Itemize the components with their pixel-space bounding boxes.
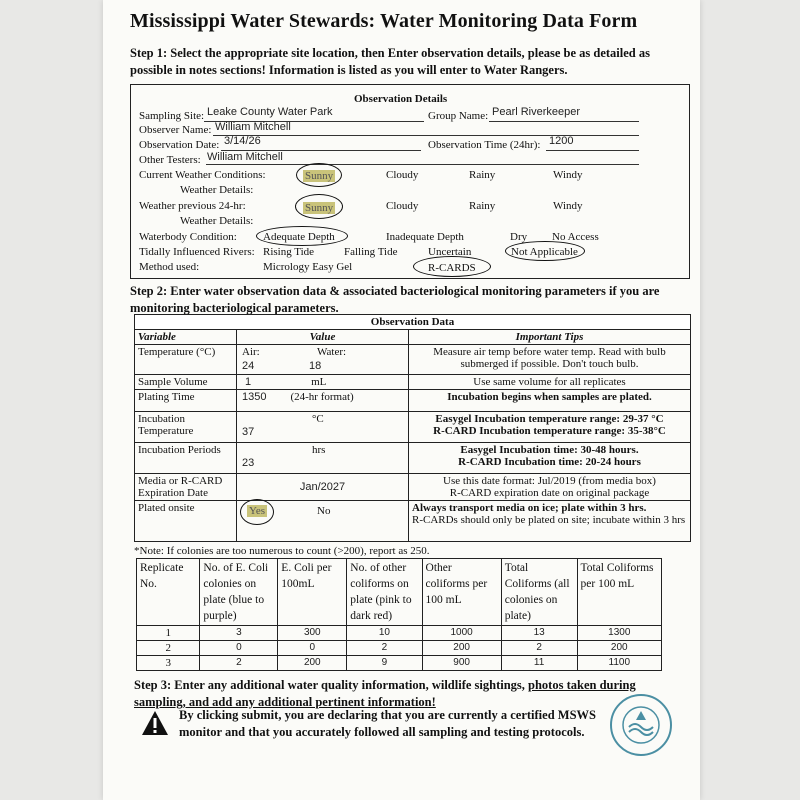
vol-cell — [237, 375, 409, 390]
time-underline — [546, 150, 639, 151]
air-label: Air: — [242, 346, 260, 358]
observation-details-heading: Observation Details — [354, 93, 448, 105]
onsite-yes-circle — [240, 499, 274, 525]
weather-prev-sunny-circle — [295, 194, 343, 219]
colonies-note: *Note: If colonies are too numerous to count (>200), report as 250. — [134, 545, 430, 557]
replicate-value[interactable]: 0 — [278, 641, 347, 656]
step2-instructions: Step 2: Enter water observation data & associated bacteriological monitoring parameters if you are monitoring bacteriological parameters. — [130, 284, 660, 315]
replicate-number: 2 — [137, 641, 200, 656]
time-value[interactable]: 1200 — [549, 135, 574, 147]
group-label: Group Name: — [428, 110, 489, 122]
replicate-value[interactable]: 1000 — [422, 626, 501, 641]
inc-per-value[interactable]: 23 — [242, 457, 255, 469]
group-underline — [489, 121, 639, 122]
weather-label: Current Weather Conditions: — [139, 169, 266, 181]
date-value[interactable]: 3/14/26 — [224, 135, 261, 147]
onsite-cell — [237, 501, 409, 542]
warning-icon — [141, 710, 169, 736]
weather-prev-option-rainy[interactable]: Rainy — [469, 200, 496, 212]
replicate-value[interactable]: 2 — [200, 656, 278, 671]
replicate-value[interactable]: 0 — [200, 641, 278, 656]
inc-per-label: Incubation Periods — [135, 443, 237, 474]
site-value[interactable]: Leake County Water Park — [207, 106, 333, 118]
replicate-header-cell: Total Coliforms per 100 mL — [577, 559, 661, 626]
mississippi-water-stewards-seal — [609, 693, 673, 757]
replicate-value[interactable]: 200 — [422, 641, 501, 656]
waterbody-option-no-access[interactable]: No Access — [552, 231, 599, 243]
inc-temp-tip-2: R-CARD Incubation temperature range: 35-38°C — [433, 425, 666, 437]
inc-per-tip-1: Easygel Incubation time: 30-48 hours. — [460, 444, 639, 456]
replicate-value[interactable]: 900 — [422, 656, 501, 671]
temp-value-cell — [237, 345, 409, 375]
step1-instructions: Step 1: Select the appropriate site location, then Enter observation details, please be as detailed as possible in notes sections! Information is listed as you will enter to Water Rangers. — [130, 46, 650, 77]
replicate-header-cell: Total Coliforms (all colonies on plate) — [501, 559, 577, 626]
replicate-value[interactable]: 300 — [278, 626, 347, 641]
replicate-number: 1 — [137, 626, 200, 641]
time-label: Observation Time (24hr): — [428, 139, 541, 151]
weather-prev-option-sunny[interactable]: Sunny — [305, 202, 334, 214]
weather-prev-details-label: Weather Details: — [180, 215, 254, 227]
media-value[interactable]: Jan/2027 — [299, 481, 346, 493]
group-value[interactable]: Pearl Riverkeeper — [492, 106, 581, 118]
testers-label: Other Testers: — [139, 154, 201, 166]
plating-label: Plating Time — [135, 390, 237, 412]
testers-underline — [206, 164, 639, 165]
plating-cell — [237, 390, 409, 412]
inc-per-cell — [237, 443, 409, 474]
header-tips: Important Tips — [409, 330, 691, 345]
inc-temp-tip-cell — [409, 412, 691, 443]
header-variable: Variable — [135, 330, 237, 345]
replicate-value[interactable]: 3 — [200, 626, 278, 641]
header-value: Value — [237, 330, 409, 345]
weather-option-cloudy[interactable]: Cloudy — [386, 169, 419, 181]
replicate-value[interactable]: 10 — [347, 626, 422, 641]
inc-per-tip-2: R-CARD Incubation time: 20-24 hours — [458, 456, 641, 468]
replicate-value[interactable]: 2 — [501, 641, 577, 656]
media-tip-1: Use this date format: Jul/2019 (from media box) — [443, 475, 656, 487]
replicate-header-cell: Replicate No. — [137, 559, 200, 626]
onsite-tip-bold: Always transport media on ice; plate within 3 hrs. — [412, 502, 647, 514]
inc-per-unit: hrs — [312, 444, 326, 456]
observer-value[interactable]: William Mitchell — [215, 121, 291, 133]
replicate-row — [137, 656, 662, 671]
weather-sunny-circle — [296, 163, 342, 187]
replicate-value[interactable]: 11 — [501, 656, 577, 671]
vol-value[interactable]: 1 — [245, 376, 252, 388]
tidal-not-applicable-circle — [505, 241, 585, 261]
inc-temp-tip-1: Easygel Incubation temperature range: 29-37 °C — [435, 413, 664, 425]
temp-tip: Measure air temp before water temp. Read with bulb submerged if possible. Don't touch bulb. — [409, 345, 691, 375]
media-cell — [237, 474, 409, 501]
water-label: Water: — [317, 346, 347, 358]
observation-data-heading: Observation Data — [135, 315, 691, 330]
date-label: Observation Date: — [139, 139, 220, 151]
weather-prev-label: Weather previous 24-hr: — [139, 200, 246, 212]
tidal-option-falling[interactable]: Falling Tide — [344, 246, 398, 258]
waterbody-option-adequate[interactable]: Adequate Depth — [263, 231, 335, 243]
vol-unit: mL — [311, 376, 327, 388]
weather-prev-option-cloudy[interactable]: Cloudy — [386, 200, 419, 212]
replicate-value[interactable]: 1100 — [577, 656, 661, 671]
replicate-value[interactable]: 200 — [278, 656, 347, 671]
observer-label: Observer Name: — [139, 124, 212, 136]
waterbody-adequate-circle — [256, 226, 348, 246]
weather-details-label: Weather Details: — [180, 184, 254, 196]
replicate-value[interactable]: 200 — [577, 641, 661, 656]
replicate-header-cell: E. Coli per 100mL — [278, 559, 347, 626]
method-option-rcards[interactable]: R-CARDS — [428, 262, 476, 274]
media-tip-cell — [409, 474, 691, 501]
plating-unit: (24-hr format) — [290, 391, 354, 403]
inc-temp-label: Incubation Temperature — [135, 412, 237, 443]
tidal-option-rising[interactable]: Rising Tide — [263, 246, 315, 258]
inc-temp-cell — [237, 412, 409, 443]
step3-instructions — [134, 677, 654, 711]
plating-value[interactable]: 1350 — [242, 391, 267, 403]
method-rcards-circle — [413, 256, 491, 277]
onsite-tip-cell — [409, 501, 691, 542]
observation-data-table — [134, 314, 691, 542]
weather-option-windy[interactable]: Windy — [553, 169, 583, 181]
replicate-header-row — [137, 559, 662, 626]
media-tip-2: R-CARD expiration date on original package — [449, 487, 650, 499]
onsite-label: Plated onsite — [135, 501, 237, 542]
waterbody-option-inadequate[interactable]: Inadequate Depth — [386, 231, 464, 243]
weather-prev-option-windy[interactable]: Windy — [553, 200, 583, 212]
onsite-tip: R-CARDs should only be plated on site; incubate within 3 hrs — [412, 514, 686, 526]
replicate-table — [136, 558, 662, 671]
plating-tip: Incubation begins when samples are plated. — [409, 390, 691, 412]
waterbody-option-dry[interactable]: Dry — [510, 231, 528, 243]
replicate-number: 3 — [137, 656, 200, 671]
replicate-value[interactable]: 13 — [501, 626, 577, 641]
observer-underline — [213, 135, 639, 136]
testers-value[interactable]: William Mitchell — [207, 151, 283, 163]
certification-statement: By clicking submit, you are declaring that you are currently a certified MSWS monitor and that you accurately followed all sampling and testing protocols. — [179, 708, 596, 739]
air-value[interactable]: 24 — [242, 360, 255, 372]
vol-label: Sample Volume — [135, 375, 237, 390]
weather-option-rainy[interactable]: Rainy — [469, 169, 496, 181]
replicate-value[interactable]: 9 — [347, 656, 422, 671]
form-title: Mississippi Water Stewards: Water Monitoring Data Form — [130, 10, 638, 32]
inc-temp-value[interactable]: 37 — [242, 426, 255, 438]
tidal-option-not-applicable[interactable]: Not Applicable — [511, 246, 578, 258]
onsite-yes[interactable]: Yes — [249, 505, 266, 517]
replicate-row — [137, 641, 662, 656]
vol-tip: Use same volume for all replicates — [409, 375, 691, 390]
tidal-label: Tidally Influenced Rivers: — [139, 246, 255, 258]
step3-underlined-text: photos taken during sampling, and add any additional pertinent information! — [134, 678, 636, 709]
replicate-value[interactable]: 1300 — [577, 626, 661, 641]
tidal-option-uncertain[interactable]: Uncertain — [428, 246, 472, 258]
replicate-row — [137, 626, 662, 641]
replicate-header-cell: Other coliforms per 100 mL — [422, 559, 501, 626]
water-value[interactable]: 18 — [309, 360, 322, 372]
step3-text: Step 3: Enter any additional water quality information, wildlife sightings, — [134, 678, 529, 692]
replicate-header-cell: No. of other coliforms on plate (pink to dark red) — [347, 559, 422, 626]
method-option-easygel[interactable]: Micrology Easy Gel — [263, 261, 353, 273]
inc-temp-unit: °C — [312, 413, 324, 425]
onsite-no[interactable]: No — [317, 505, 331, 517]
waterbody-label: Waterbody Condition: — [139, 231, 237, 243]
site-label: Sampling Site: — [139, 110, 205, 122]
media-label: Media or R-CARD Expiration Date — [135, 474, 237, 501]
inc-per-tip-cell — [409, 443, 691, 474]
weather-option-sunny[interactable]: Sunny — [305, 170, 334, 182]
replicate-value[interactable]: 2 — [347, 641, 422, 656]
method-label: Method used: — [139, 261, 200, 273]
form-page — [103, 0, 700, 800]
replicate-header-cell: No. of E. Coli colonies on plate (blue to purple) — [200, 559, 278, 626]
temp-label: Temperature (°C) — [135, 345, 237, 375]
